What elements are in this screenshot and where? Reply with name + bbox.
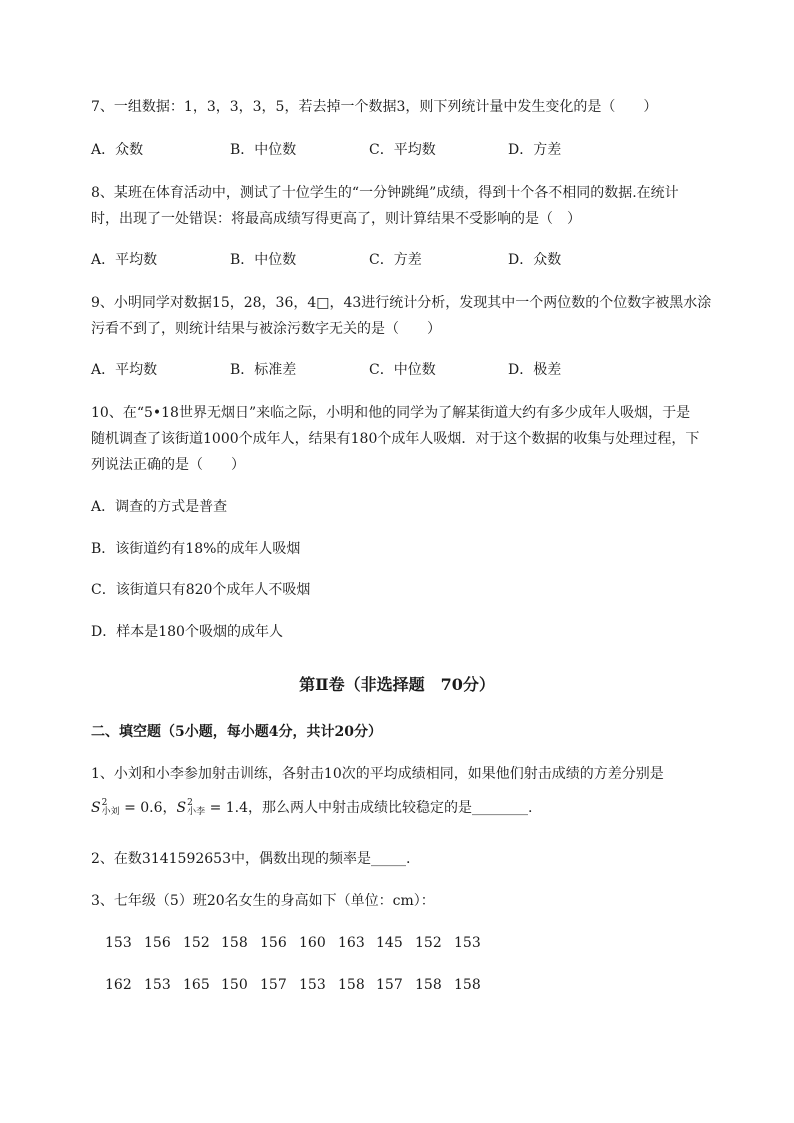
question-10-stem-line2: 随机调查了该街道1000个成年人，结果有180个成年人吸烟．对于这个数据的收集与处理过程，下 [91,431,700,447]
question-10-option-c: C．该街道只有820个成年人不吸烟 [91,582,311,598]
variance-scripts-1 [102,799,120,817]
height-value: 158 [454,977,481,993]
height-data-row-1 [105,933,705,953]
superscript-2: 2 [187,798,193,808]
height-value: 158 [221,935,248,951]
height-data-row-2 [105,975,705,995]
question-7-options [91,140,711,160]
option-b: B．中位数 [230,142,297,158]
option-a: A．众数 [91,142,144,158]
question-7-stem: 7、一组数据：1，3，3，3，5，若去掉一个数据3，则下列统计量中发生变化的是（ ） [91,99,658,115]
question-9-stem-line1: 9、小明同学对数据15，28，36，4□，43进行统计分析，发现其中一个两位数的个位数字被黑水涂 [91,295,712,311]
height-value: 153 [144,977,171,993]
option-d: D．极差 [508,362,562,378]
variance-value-1: = 0.6 [124,800,163,816]
option-d: D．方差 [508,142,562,158]
question-9-options [91,360,711,380]
fill-in-section-heading: 二、填空题（5小题，每小题4分，共计20分） [91,724,382,740]
height-value: 150 [221,977,248,993]
height-value: 158 [338,977,365,993]
height-value: 152 [415,935,442,951]
height-value: 160 [299,935,326,951]
subscript-xiaoliu: 小刘 [101,807,120,817]
height-value: 156 [144,935,171,951]
question-9-stem-line2: 污看不到了，则统计结果与被涂污数字无关的是（ ） [91,321,441,337]
question-8-options [91,250,711,270]
variance-symbol-1: S [91,800,101,816]
subscript-xiaoli: 小李 [187,807,206,817]
option-b: B．中位数 [230,252,297,268]
height-value: 153 [454,935,481,951]
part-2-title: 第Ⅱ卷（非选择题 70分） [299,675,495,694]
variance-symbol-2: S [176,800,187,816]
question-8-stem-line2: 时，出现了一处错误：将最高成绩写得更高了，则计算结果不受影响的是（ ） [91,211,581,227]
question-8-stem-line1: 8、某班在体育活动中，测试了十位学生的“一分钟跳绳”成绩，得到十个各不相同的数据.在统计 [91,185,679,201]
superscript-2: 2 [101,798,108,808]
option-b: B．标准差 [230,362,297,378]
fill-1-tail: ，那么两人中射击成绩比较稳定的是________. [248,800,533,816]
variance-scripts-2 [187,799,205,817]
height-value: 153 [299,977,326,993]
question-10-stem-line3: 列说法正确的是（ ） [91,457,245,473]
fill-2-stem: 2、在数3141592653中，偶数出现的频率是_____. [91,851,411,867]
height-value: 163 [338,935,365,951]
height-value: 145 [376,935,403,951]
option-c: C．中位数 [369,362,436,378]
option-a: A．平均数 [91,362,158,378]
height-value: 157 [376,977,403,993]
option-d: D．众数 [508,252,562,268]
fill-3-stem: 3、七年级（5）班20名女生的身高如下（单位：cm）： [91,893,435,909]
option-a: A．平均数 [91,252,158,268]
height-value: 158 [415,977,442,993]
height-value: 165 [183,977,210,993]
height-value: 157 [260,977,287,993]
height-value: 153 [105,935,132,951]
question-10-option-a: A．调查的方式是普查 [91,499,228,515]
height-value: 156 [260,935,287,951]
option-c: C．方差 [369,252,422,268]
variance-value-2: = 1.4 [209,800,249,816]
separator: ， [162,800,177,816]
option-c: C．平均数 [369,142,436,158]
fill-1-formula-line [91,797,532,819]
question-10-option-b: B．该街道约有18%的成年人吸烟 [91,541,301,557]
question-10-stem-line1: 10、在“5•18世界无烟日”来临之际，小明和他的同学为了解某街道大约有多少成年人吸烟，于是 [91,405,691,421]
height-value: 162 [105,977,132,993]
question-10-option-d: D．样本是180个吸烟的成年人 [91,624,283,640]
height-value: 152 [183,935,210,951]
fill-1-stem: 1、小刘和小李参加射击训练，各射击10次的平均成绩相同，如果他们射击成绩的方差分别是 [91,766,664,782]
